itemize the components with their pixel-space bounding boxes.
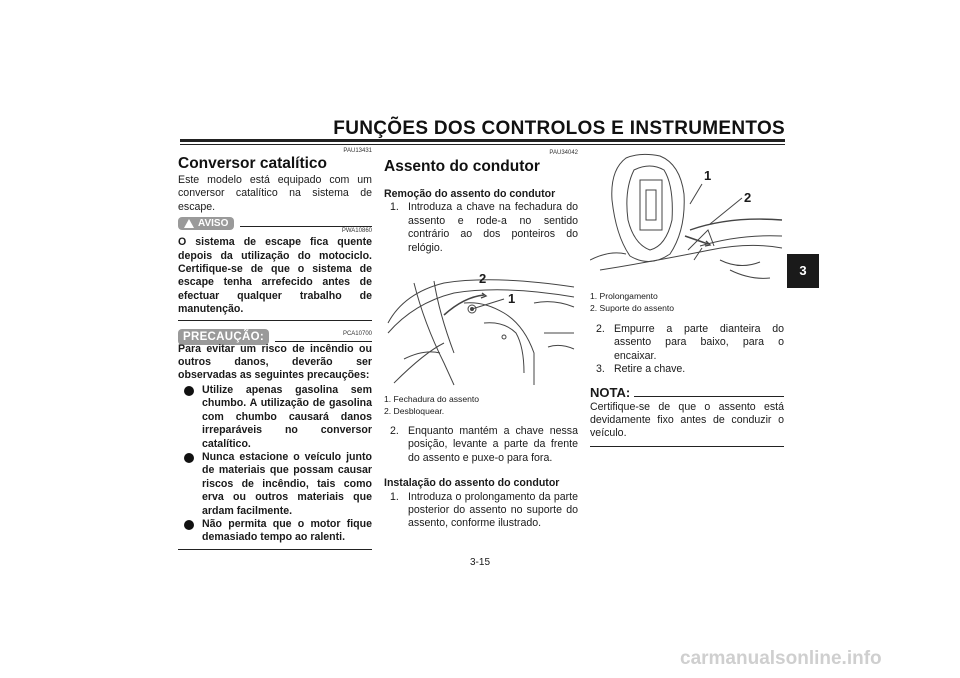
- step-text: Empurre a parte dianteira do assento para baixo, para o encaixar.: [614, 323, 784, 362]
- step-text: Retire a chave.: [614, 363, 686, 376]
- chapter-tab[interactable]: 3: [787, 254, 819, 288]
- page-number: 3-15: [469, 557, 490, 568]
- caution-end-rule: [178, 549, 372, 550]
- bullet-text: Nunca estacione o veículo junto de materiais que possam causar riscos de incêndio, tais como erva ou outros materiais que ardam facilmente.: [202, 450, 372, 517]
- figure-caption-1: 1. Prolongamento: [590, 291, 658, 301]
- bullet-icon: [184, 386, 194, 396]
- section-heading: Conversor catalítico: [178, 155, 328, 172]
- step-number: 2.: [596, 323, 605, 335]
- install-title: Instalação do assento do condutor: [384, 477, 560, 490]
- caution-code-top: [178, 321, 372, 329]
- figure-caption-1: 1. Fechadura do assento: [384, 394, 480, 405]
- bullet-item: [184, 518, 372, 545]
- removal-step-1: [384, 201, 578, 255]
- footer-watermark: carmanualsonline.info: [680, 648, 882, 669]
- section-code: PAU13431: [343, 148, 372, 154]
- seat-support-figure: [590, 150, 784, 288]
- left-column: [178, 148, 372, 550]
- install-step-3: [590, 363, 784, 376]
- step-number: 1.: [390, 490, 399, 503]
- install-step-2: [590, 323, 784, 363]
- caution-badge: PRECAUÇÃO:: [178, 329, 269, 345]
- caution-text: Para evitar um risco de incêndio ou outros danos, deverão ser observadas as seguintes precauções:: [178, 342, 372, 382]
- section-heading: Assento do condutor: [384, 158, 540, 175]
- bullet-text: Utilize apenas gasolina sem chumbo. A utilização de gasolina com chumbo causará danos irreparáveis no conversor catalítico.: [202, 383, 372, 450]
- removal-title: Remoção do assento do condutor: [384, 188, 556, 200]
- intro-paragraph: Este modelo está equipado com um conversor catalítico na sistema de escape.: [178, 174, 372, 213]
- bullet-item: [184, 451, 372, 518]
- seat-lock-figure: [384, 263, 578, 391]
- bullet-icon: [184, 520, 194, 530]
- step-text: Enquanto mantém a chave nessa posição, levante a parte da frente do assento e puxe-o para fora.: [408, 425, 578, 464]
- header-rule-thick: [180, 139, 785, 142]
- bullet-text: Não permita que o motor fique demasiado tempo ao ralenti.: [202, 517, 372, 544]
- figure-caption-2: 2. Desbloquear.: [384, 406, 445, 417]
- seat-support-illustration: [590, 150, 784, 288]
- right-column: [590, 150, 784, 447]
- warning-badge: [178, 217, 234, 230]
- step-number: 2.: [390, 425, 399, 438]
- middle-column: [384, 150, 578, 531]
- figure-label-1: 1: [508, 291, 516, 307]
- note-header: [590, 385, 784, 400]
- warning-code: PWA10860: [341, 228, 372, 235]
- figure-label-1: 1: [704, 168, 712, 183]
- page-header-title: FUNÇÕES DOS CONTROLOS E INSTRUMENTOS: [333, 118, 785, 139]
- warning-rule: [240, 226, 372, 227]
- warning-badge-label: AVISO: [198, 218, 229, 230]
- section-code: PAU34042: [549, 150, 578, 156]
- warning-triangle-icon: [184, 219, 194, 228]
- warning-text: O sistema de escape fica quente depois da utilização do motociclo. Certifique-se de que o sistema de escape tenha arrefecido antes de efectuar qualquer trabalho de manutenção.: [178, 236, 372, 316]
- figure-caption-2: 2. Suporte do assento: [590, 303, 675, 313]
- bullet-item: [184, 384, 372, 451]
- note-text: Certifique-se de que o assento está devidamente fixo antes de conduzir o veículo.: [590, 400, 784, 440]
- bullet-icon: [184, 453, 194, 463]
- figure-label-2: 2: [479, 271, 487, 287]
- note-rule: [634, 396, 784, 397]
- caution-bullets: [178, 384, 372, 545]
- figure-label-2: 2: [744, 190, 752, 205]
- removal-step-2: [384, 425, 578, 465]
- step-text: Introduza o prolongamento da parte posterior do assento no suporte do assento, conforme ilustrado.: [408, 490, 578, 530]
- install-step-1: [384, 491, 578, 531]
- step-number: 3.: [596, 363, 605, 376]
- note-label: NOTA:: [590, 384, 631, 400]
- step-number: 1.: [390, 201, 399, 214]
- caution-code: PCA10700: [342, 330, 372, 337]
- header-rule-thin: [180, 144, 785, 145]
- step-text: Introduza a chave na fechadura do assento e rode-a no sentido contrário ao dos ponteiros do relógio.: [408, 201, 578, 254]
- note-end-rule: [590, 446, 784, 447]
